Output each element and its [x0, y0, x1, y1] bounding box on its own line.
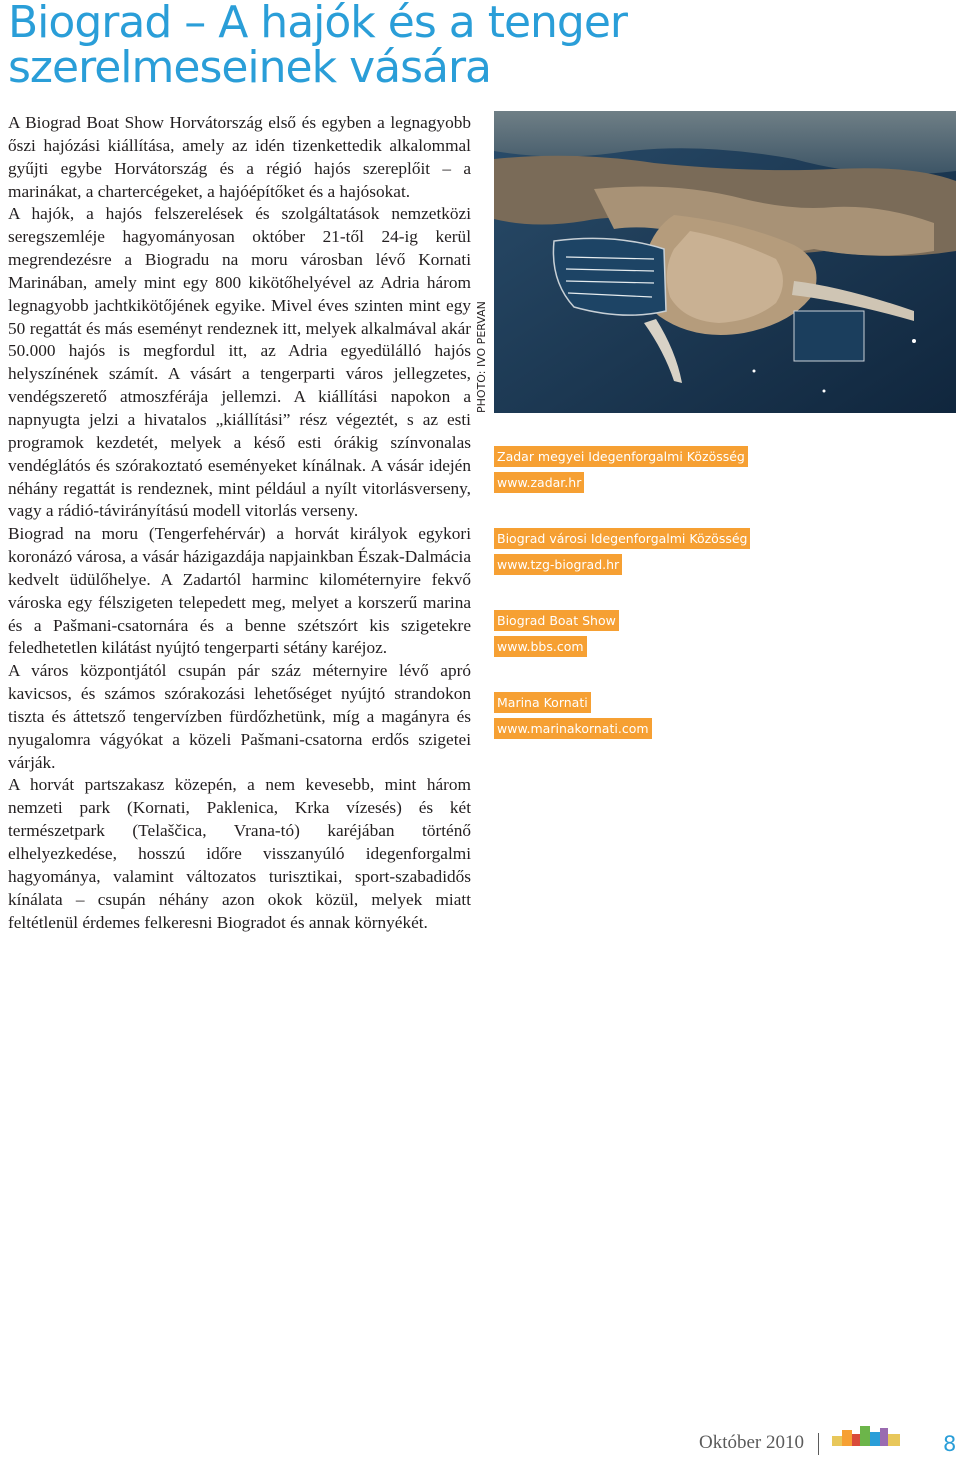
photo-credit: PHOTO: IVO PERVAN — [475, 301, 488, 413]
page-number: 8 — [943, 1432, 957, 1456]
link-group-bbs — [494, 610, 934, 657]
magazine-logo-icon — [832, 1422, 900, 1450]
paragraph-3: Biograd na moru (Tengerfehérvár) a horvát királyok egykori koronázó városa, a vásár házigazdája napjainkban Észak-Dalmácia kedvelt üdülőhelye. A Zadartól harminc kilométernyire fekvő városka egy félszigeten telepedett meg, melyet a korszerű marina és a Pašmani-csatornára és a benne szétszórt kis szigetekre feledhetetlen kilátást nyújtó tengerparti sétány karéjoz. — [8, 524, 471, 658]
page-title — [8, 0, 728, 93]
link-url-bbs[interactable]: www.bbs.com — [494, 636, 587, 657]
links-sidebar — [494, 446, 934, 774]
link-label-zadar: Zadar megyei Idegenforgalmi Közösség — [494, 446, 748, 467]
paragraph-2: A hajók, a hajós felszerelések és szolgáltatások nemzetközi seregszemléje hagyományosan október 21-től 24-ig kerül megrendezésre a Biogradu na moru városban lévő Kornati Marinában, amely mint egy 800 kikötőhelyével az Adria három legnagyobb jachtkikötőjének egyike. Mivel éves szinten mint egy 50 regattát és más eseményt rendeznek itt, melyek alkalmával akár 50.000 hajós is megfordul itt, az Adria egyedülálló hajós helyszínének számít. A vásárt a tengerparti város jellegzetes, vendégszerető atmoszférája jellemzi. A kiállítási napokon a napnyugta jelzi a hivatalos „kiállítási” rész végeztét, s az esti programok kezdetét, melyek a késő esti órákig színvonalas vendéglátós és szórakoztató eseményeket kínálnak. A vásár idején néhány regattát is rendeznek, mint például a nyílt vitorlásverseny, vagy a rádió-távirányítású modell vitorlás verseny. — [8, 204, 471, 521]
link-label-bbs: Biograd Boat Show — [494, 610, 619, 631]
title-line-2: szerelmeseinek vására — [8, 42, 492, 93]
link-group-zadar — [494, 446, 934, 493]
title-line-1: Biograd – A hajók és a tenger — [8, 0, 627, 48]
aerial-photo-illustration — [494, 111, 956, 413]
paragraph-1: A Biograd Boat Show Horvátország első és egyben a legnagyobb őszi hajózási kiállítása, amely az idén tizenkettedik alkalommal gyűjti egybe Horvátország és a régió hajós szereplőit – a marinákat, a chartercégeket, a hajóépítőket és a hajósokat. — [8, 113, 471, 201]
link-label-marina: Marina Kornati — [494, 692, 591, 713]
link-url-biograd[interactable]: www.tzg-biograd.hr — [494, 554, 622, 575]
footer-divider — [818, 1433, 819, 1455]
paragraph-5: A horvát partszakasz közepén, a nem kevesebb, mint három nemzeti park (Kornati, Paklenica, Krka vízesés) és két természetpark (Telaščica, Vrana-tó) karéjában történő elhelyezkedése, hosszú időre visszanyúló idegenforgalmi hagyománya, valamint változatos turisztikai, sport-szabadidős kínálata – csupán néhány azon okok közül, melyek miatt feltétlenül érdemes felkeresni Biogradot és annak környékét. — [8, 775, 471, 932]
link-url-zadar[interactable]: www.zadar.hr — [494, 472, 584, 493]
article-body — [8, 112, 471, 934]
link-group-marina — [494, 692, 934, 739]
footer-date: Október 2010 — [699, 1432, 805, 1453]
link-url-marina[interactable]: www.marinakornati.com — [494, 718, 652, 739]
aerial-photo-biograd — [494, 111, 956, 413]
link-group-biograd — [494, 528, 934, 575]
link-label-biograd: Biograd városi Idegenforgalmi Közösség — [494, 528, 750, 549]
paragraph-4: A város központjától csupán pár száz méternyire lévő apró kavicsos, és számos szórakozási lehetőséget nyújtó strandokon tiszta és áttetsző tengervízben fürdőzhetünk, míg a magányra és nyugalomra vágyókat a közeli Pašmani-csatorna erdős szigetei várják. — [8, 661, 471, 772]
photo-credit-wrapper — [473, 301, 489, 713]
